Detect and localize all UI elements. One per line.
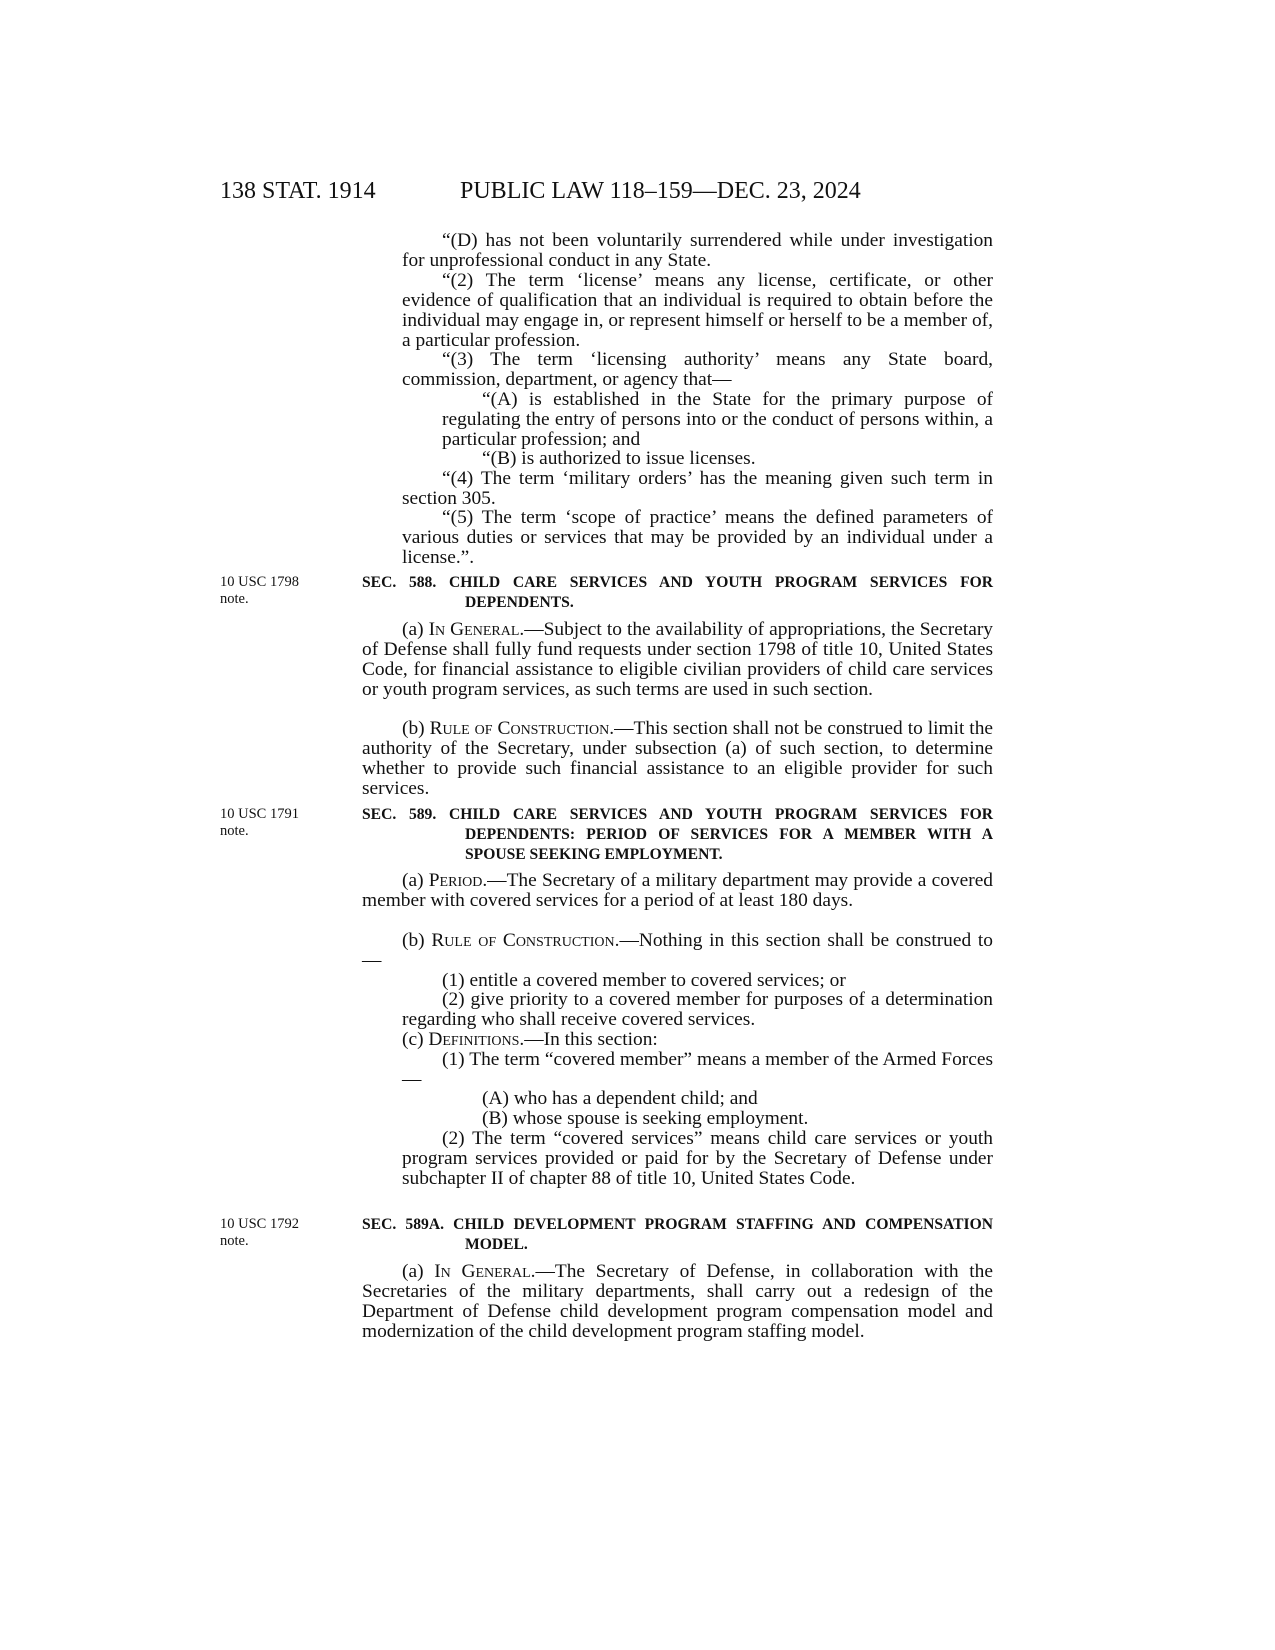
- definition-2-license: “(2) The term ‘license’ means any license, certificate, or other evidence of qualification that an individual is required to obtain before the individual may engage in, or represent himself or herself to be a member of, a particular profession.: [402, 270, 993, 351]
- statute-page-reference: 138 STAT. 1914: [220, 178, 376, 204]
- section-588-heading: SEC. 588. CHILD CARE SERVICES AND YOUTH PROGRAM SERVICES FOR DEPENDENTS.: [362, 574, 993, 611]
- margin-note-sec-589: 10 USC 1791 note.: [220, 806, 299, 839]
- public-law-title: PUBLIC LAW 118–159—DEC. 23, 2024: [460, 178, 861, 204]
- section-589-c-item-1b: (B) whose spouse is seeking employment.: [482, 1108, 809, 1129]
- section-589-c-item-1a: (A) who has a dependent child; and: [482, 1088, 758, 1109]
- section-589-c-item-2: (2) The term “covered services” means child care services or youth program services provided or paid for by the Secretary of Defense under subchapter II of chapter 88 of title 10, United States Code.: [402, 1128, 993, 1189]
- definition-3-item-b: “(B) is authorized to issue licenses.: [482, 448, 756, 469]
- section-589a-subsection-a: (a) In General.—The Secretary of Defense, in collaboration with the Secretaries of the military departments, shall carry out a redesign of the Department of Defense child development program compensation model and modernization of the child development program staffing model.: [362, 1261, 993, 1342]
- margin-note-sec-589a: 10 USC 1792 note.: [220, 1216, 299, 1249]
- item-d: “(D) has not been voluntarily surrendered while under investigation for unprofessional conduct in any State.: [402, 230, 993, 271]
- section-589-b-item-1: (1) entitle a covered member to covered services; or: [442, 970, 846, 991]
- section-589a-heading: SEC. 589A. CHILD DEVELOPMENT PROGRAM STAFFING AND COMPENSATION MODEL.: [362, 1216, 993, 1253]
- section-589-heading: SEC. 589. CHILD CARE SERVICES AND YOUTH PROGRAM SERVICES FOR DEPENDENTS: PERIOD OF SERVICES FOR A MEMBER WITH A SPOUSE SEEKING EMPLOYMENT.: [362, 806, 993, 863]
- section-589-c-item-1: (1) The term “covered member” means a member of the Armed Forces—: [402, 1049, 993, 1090]
- definition-3-item-a: “(A) is established in the State for the primary purpose of regulating the entry of persons into or the conduct of persons within, a particular profession; and: [442, 389, 993, 450]
- definition-3-licensing-authority: “(3) The term ‘licensing authority’ means any State board, commission, department, or agency that—: [402, 349, 993, 390]
- section-588-subsection-b: (b) Rule of Construction.—This section shall not be construed to limit the authority of the Secretary, under subsection (a) of such section, to determine whether to provide such financial assistance to an eligible provider for such services.: [362, 718, 993, 799]
- section-589-b-item-2: (2) give priority to a covered member for purposes of a determination regarding who shall receive covered services.: [402, 989, 993, 1030]
- definition-5-scope-of-practice: “(5) The term ‘scope of practice’ means the defined parameters of various duties or services that may be provided by an individual under a license.”.: [402, 507, 993, 568]
- section-589-subsection-c: (c) Definitions.—In this section:: [402, 1029, 658, 1050]
- page-header: [220, 178, 1000, 208]
- section-589-subsection-b: (b) Rule of Construction.—Nothing in this section shall be construed to—: [362, 930, 994, 971]
- margin-note-sec-588: 10 USC 1798 note.: [220, 574, 299, 607]
- section-588-subsection-a: (a) In General.—Subject to the availability of appropriations, the Secretary of Defense shall fully fund requests under section 1798 of title 10, United States Code, for financial assistance to eligible civilian providers of child care services or youth program services, as such terms are used in such section.: [362, 619, 993, 700]
- definition-4-military-orders: “(4) The term ‘military orders’ has the meaning given such term in section 305.: [402, 468, 993, 509]
- section-589-subsection-a: (a) Period.—The Secretary of a military department may provide a covered member with covered services for a period of at least 180 days.: [362, 870, 993, 911]
